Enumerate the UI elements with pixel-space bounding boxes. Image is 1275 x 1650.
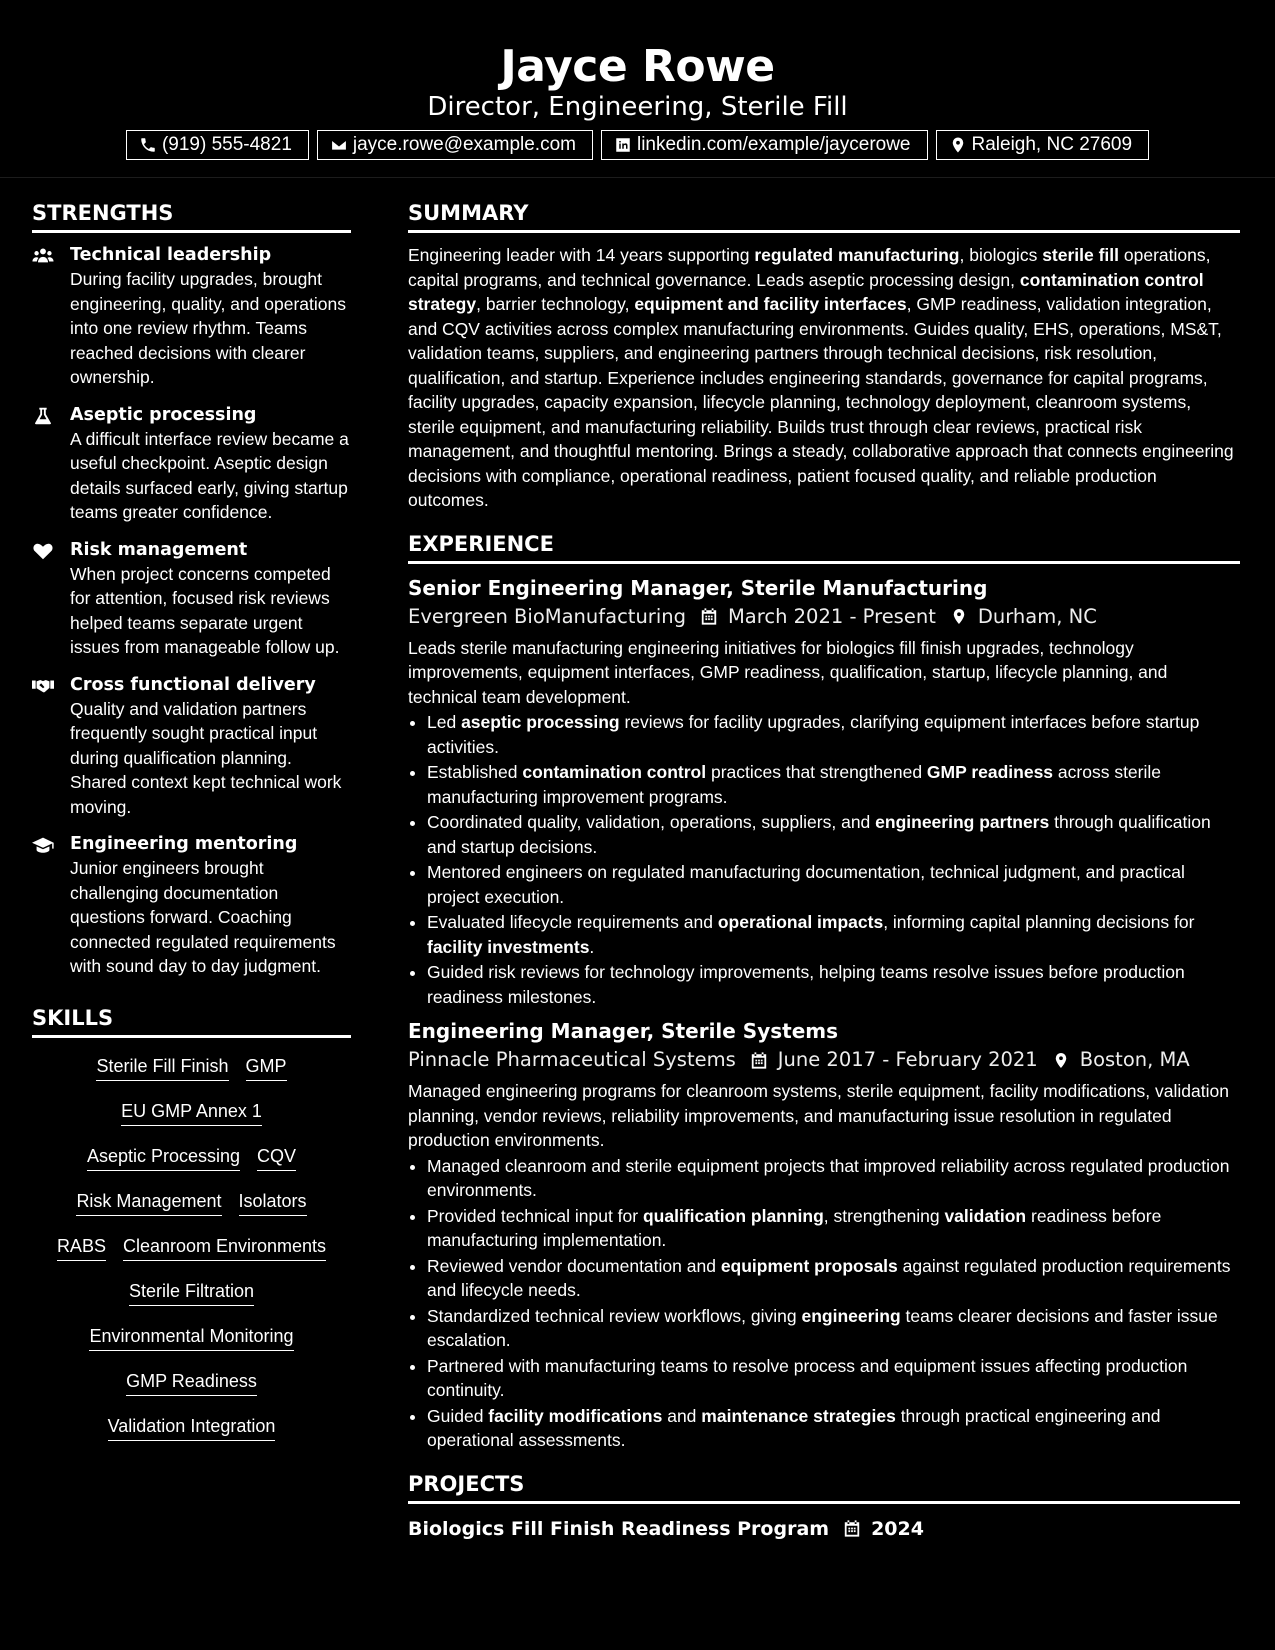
projects-heading: PROJECTS	[408, 1467, 1240, 1504]
location-chip[interactable]	[936, 130, 1150, 160]
skill-tag: Sterile Filtration	[129, 1277, 254, 1306]
strength-item	[32, 403, 351, 525]
bold-keyword: equipment proposals	[720, 1255, 898, 1276]
job-company: Evergreen BioManufacturing	[408, 604, 686, 628]
strength-title: Cross functional delivery	[70, 674, 316, 695]
strength-title: Engineering mentoring	[70, 834, 298, 854]
bold-keyword: operational impacts	[717, 912, 884, 932]
map-pin-icon	[950, 607, 968, 626]
email-chip[interactable]	[317, 130, 593, 160]
bold-keyword: facility modifications	[488, 1405, 663, 1426]
strength-desc: A difficult interface review became a useful checkpoint. Aseptic design details surfaced early, giving startup teams greater confidence.	[70, 428, 349, 522]
job-bullet: • Standardized technical review workflows, giving engineering teams clearer decisions and faster issue escalation.	[427, 1304, 1240, 1353]
map-pin-icon	[1052, 1051, 1070, 1070]
linkedin-chip[interactable]	[601, 130, 928, 160]
job-bullets	[408, 1154, 1240, 1453]
map-pin-icon	[949, 136, 967, 154]
strength-desc: Quality and validation partners frequently sought practical input during qualification planning. Shared context kept technical work moving.	[70, 698, 342, 817]
project-item	[408, 1514, 1240, 1544]
skill-tag: Environmental Monitoring	[89, 1322, 293, 1351]
strength-desc: When project concerns competed for attention, focused risk reviews helped teams separate urgent issues from manageable follow up.	[70, 563, 340, 657]
skill-tag: Risk Management	[76, 1187, 221, 1216]
job-meta	[408, 1045, 1240, 1075]
job-desc: Leads sterile manufacturing engineering initiatives for biologics fill finish upgrades, technology improvements, equipment interfaces, GMP readiness, qualification, startup, lifecycle planning, and technical team development.	[408, 637, 1168, 707]
job-location: Boston, MA	[1079, 1048, 1190, 1071]
skill-tag: GMP	[246, 1052, 287, 1081]
job-bullet: • Led aseptic processing reviews for facility upgrades, clarifying equipment interfaces before startup activities.	[427, 710, 1240, 759]
bold-keyword: maintenance strategies	[701, 1405, 896, 1426]
job-meta	[408, 602, 1240, 632]
email-text: jayce.rowe@example.com	[352, 134, 576, 155]
experience-heading: EXPERIENCE	[408, 527, 1240, 564]
bold-keyword: qualification planning	[642, 1205, 824, 1226]
job-bullet: • Provided technical input for qualification planning, strengthening validation readiness before manufacturing implementation.	[427, 1204, 1240, 1253]
job-bullet: • Evaluated lifecycle requirements and operational impacts, informing capital planning decisions for facility investments.	[427, 910, 1240, 959]
phone-chip[interactable]	[126, 130, 309, 160]
phone-text: (919) 555-4821	[161, 134, 292, 155]
strength-item	[32, 673, 351, 820]
candidate-name: Jayce Rowe	[500, 41, 775, 92]
left-column	[32, 196, 351, 1457]
linkedin-text: linkedin.com/example/jaycerowe	[636, 134, 911, 155]
job-dates: March 2021 - Present	[727, 604, 936, 628]
skill-tag: EU GMP Annex 1	[121, 1097, 262, 1126]
job-title: Engineering Manager, Sterile Systems	[408, 1019, 839, 1043]
job-title: Senior Engineering Manager, Sterile Manufacturing	[408, 575, 988, 600]
strength-title: Technical leadership	[70, 245, 272, 265]
skill-tag: CQV	[257, 1142, 296, 1171]
job-bullet: • Managed cleanroom and sterile equipment projects that improved reliability across regulated production environments.	[427, 1154, 1240, 1203]
users-icon	[32, 246, 54, 266]
bold-keyword: GMP readiness	[926, 762, 1054, 782]
strength-title: Aseptic processing	[70, 404, 257, 425]
graduation-cap-icon	[32, 835, 54, 855]
strength-item	[32, 832, 351, 979]
resume-header	[0, 0, 1275, 178]
calendar-icon	[843, 1519, 861, 1538]
job-bullet: • Reviewed vendor documentation and equipment proposals against regulated production requirements and lifecycle needs.	[427, 1254, 1240, 1303]
strength-item	[32, 538, 351, 660]
job-bullet: • Mentored engineers on regulated manufacturing documentation, technical judgment, and practical project execution.	[427, 860, 1240, 909]
strengths-heading: STRENGTHS	[32, 196, 351, 233]
calendar-icon	[750, 1051, 768, 1070]
bold-keyword: contamination control strategy	[408, 269, 1204, 314]
calendar-icon	[700, 607, 718, 626]
job-bullet: • Guided risk reviews for technology improvements, helping teams resolve issues before production readiness milestones.	[427, 960, 1240, 1009]
strength-item	[32, 243, 351, 390]
skill-tag: Sterile Fill Finish	[96, 1052, 228, 1081]
right-column	[408, 196, 1240, 1544]
summary-text: Engineering leader with 14 years supporting regulated manufacturing, biologics sterile fill operations, capital programs, and technical governance. Leads aseptic processing design, contamination control strategy, barrier technology, equipment and facility interfaces, GMP readiness, validation integration, and CQV activities across complex manufacturing environments. Guides quality, EHS, operations, MS&T, validation teams, suppliers, and engineering partners through technical decisions, risk resolution, qualification, and startup. Experience includes engineering standards, governance for capital programs, facility upgrades, capacity expansion, lifecycle planning, technology deployment, cleanroom systems, sterile equipment, and manufacturing reliability. Builds trust through clear reviews, practical risk management, and thoughtful mentoring. Brings a steady, collaborative approach that connects engineering decisions with compliance, operational readiness, patient focused quality, and reliable production outcomes.	[408, 245, 1234, 510]
strength-desc: Junior engineers brought challenging documentation questions forward. Coaching connected regulated requirements with sound day to day judgment.	[70, 858, 336, 976]
strength-title: Risk management	[70, 539, 248, 560]
skill-tag: Validation Integration	[108, 1412, 276, 1441]
contact-bar	[0, 130, 1275, 160]
summary-heading: SUMMARY	[408, 196, 1240, 233]
heart-icon	[32, 541, 54, 561]
job-bullet: • Guided facility modifications and maintenance strategies through practical engineering and operational assessments.	[427, 1404, 1240, 1453]
bold-keyword: equipment and facility interfaces	[634, 294, 907, 314]
job-bullets	[408, 710, 1240, 1009]
job-bullet: • Partnered with manufacturing teams to resolve process and equipment issues affecting production continuity.	[427, 1354, 1240, 1403]
job-entry	[408, 574, 1240, 1010]
bold-keyword: sterile fill	[1042, 245, 1120, 265]
linkedin-icon	[614, 136, 632, 154]
skill-tag: Aseptic Processing	[87, 1142, 240, 1171]
skill-tag: GMP Readiness	[126, 1367, 257, 1396]
project-year: 2024	[871, 1517, 924, 1540]
candidate-title: Director, Engineering, Sterile Fill	[427, 92, 848, 122]
strength-desc: During facility upgrades, brought engineering, quality, and operations into one review rhythm. Teams reached decisions with clearer ownership.	[70, 269, 346, 387]
handshake-icon	[32, 676, 54, 696]
flask-icon	[32, 406, 54, 426]
bold-keyword: facility investments	[427, 936, 590, 957]
job-location: Durham, NC	[977, 604, 1097, 628]
bold-keyword: aseptic processing	[461, 712, 620, 732]
location-text: Raleigh, NC 27609	[971, 134, 1133, 155]
job-company: Pinnacle Pharmaceutical Systems	[408, 1048, 736, 1071]
phone-icon	[139, 136, 157, 154]
skill-tag: Cleanroom Environments	[123, 1232, 326, 1261]
bold-keyword: regulated manufacturing	[754, 245, 960, 265]
job-entry	[408, 1017, 1240, 1453]
skill-tag: RABS	[57, 1232, 106, 1261]
skills-section	[32, 1001, 351, 1457]
job-bullet: • Coordinated quality, validation, operations, suppliers, and engineering partners through qualification and startup decisions.	[427, 810, 1240, 859]
job-desc: Managed engineering programs for cleanroom systems, sterile equipment, facility modifications, validation planning, vendor reviews, reliability improvements, and manufacturing issue resolution in regulated production environments.	[408, 1081, 1229, 1150]
bold-keyword: engineering	[801, 1305, 901, 1326]
job-dates: June 2017 - February 2021	[777, 1048, 1038, 1071]
bold-keyword: validation	[944, 1205, 1027, 1226]
bold-keyword: engineering partners	[875, 812, 1050, 832]
skill-tag: Isolators	[239, 1187, 307, 1216]
envelope-icon	[330, 136, 348, 154]
skills-heading: SKILLS	[32, 1001, 351, 1038]
project-title: Biologics Fill Finish Readiness Program	[408, 1517, 830, 1540]
job-bullet: • Established contamination control practices that strengthened GMP readiness across sterile manufacturing improvement programs.	[427, 760, 1240, 809]
bold-keyword: contamination control	[522, 762, 707, 782]
